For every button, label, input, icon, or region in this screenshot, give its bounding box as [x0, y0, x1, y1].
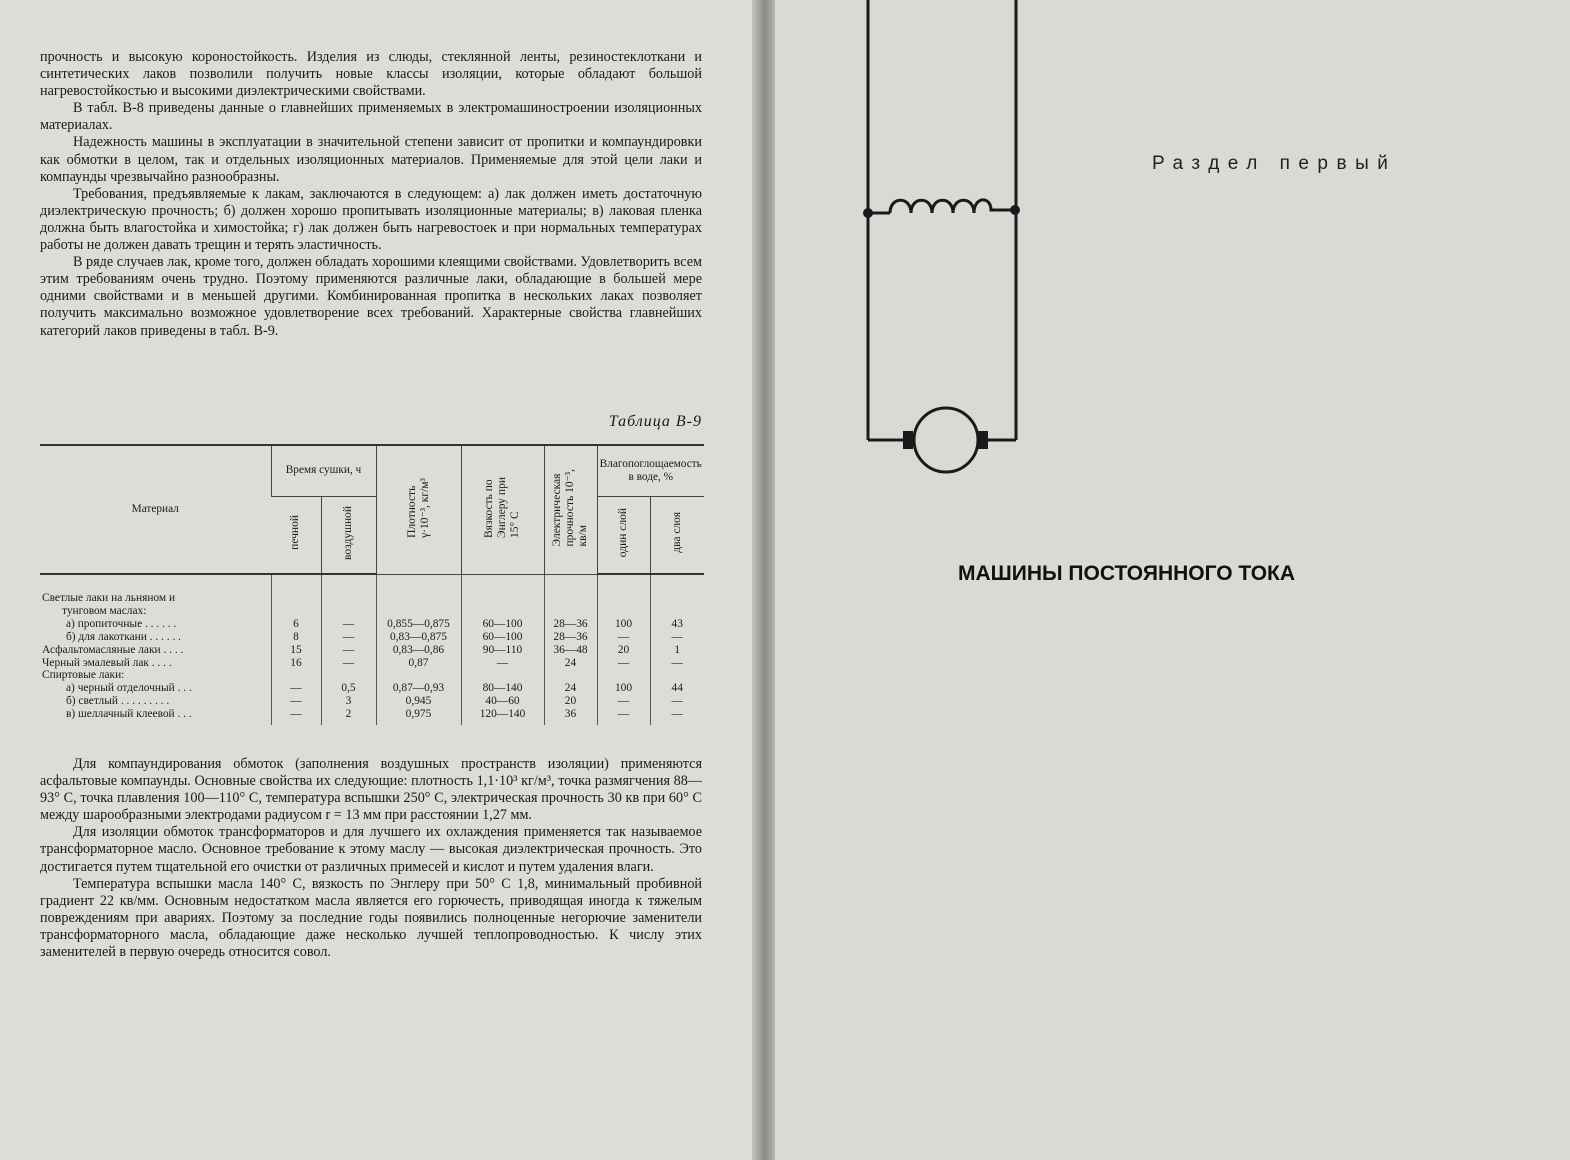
value-cell: 8	[271, 631, 321, 644]
value-cell	[650, 605, 704, 618]
value-cell: 6	[271, 618, 321, 631]
paragraph: Для компаундирования обмоток (заполнения воздушных пространств изоляции) применяются асфальтовые компаунды. Основные свойства их следующие: плотность 1,1·10³ кг/м³, точка размягчения 88—93° С, точка плавления 100—110° С, температура вспышки 250° С, электрическая прочность 30 кв при 60° С между шарообразными электродами радиусом r = 13 мм при расстоянии 1,27 мм.	[40, 756, 702, 824]
table-row	[40, 605, 704, 618]
value-cell: 0,975	[376, 708, 461, 725]
value-cell: —	[650, 657, 704, 670]
table-row	[40, 669, 704, 682]
book-gutter	[752, 0, 775, 1160]
table-row	[40, 618, 704, 631]
material-cell: б) для лакоткани . . . . . .	[66, 630, 182, 643]
value-cell: 60—100	[461, 631, 544, 644]
value-cell: 3	[321, 695, 376, 708]
section-label: Раздел первый	[1152, 153, 1397, 174]
value-cell: —	[461, 657, 544, 670]
value-cell: 15	[271, 644, 321, 657]
material-cell: Асфальтомасляные лаки . . . .	[42, 643, 184, 656]
table-caption: Таблица В-9	[608, 413, 702, 430]
header-air: воздушной	[321, 496, 376, 574]
paragraph: Для изоляции обмоток трансформаторов и для лучшего их охлаждения применяется так называемое трансформаторное масло. Основное требование к этому маслу — высокая диэлектрическая прочность. Это достигается путем тщательной его очистки от различных примесей и кислот и путем удаления влаги.	[40, 824, 702, 875]
value-cell	[650, 669, 704, 682]
value-cell: 36—48	[544, 644, 597, 657]
paragraph: Надежность машины в эксплуатации в значительной степени зависит от пропитки и компаундировки как обмотки в целом, так и отдельных изоляционных материалов. Применяемые для этой цели лаки и компаунды чрезвычайно разнообразны.	[40, 134, 702, 185]
value-cell: —	[321, 618, 376, 631]
paragraph: В табл. В-8 приведены данные о главнейших применяемых в электромашиностроении изоляционных материалах.	[40, 100, 702, 134]
value-cell: 0,87—0,93	[376, 682, 461, 695]
header-drying-time: Время сушки, ч	[271, 445, 376, 496]
table-body	[40, 574, 704, 725]
value-cell	[597, 574, 650, 605]
value-cell	[461, 605, 544, 618]
value-cell: 44	[650, 682, 704, 695]
value-cell: —	[597, 708, 650, 725]
value-cell	[321, 605, 376, 618]
header-material: Материал	[40, 445, 271, 574]
value-cell: —	[650, 708, 704, 725]
value-cell: 20	[597, 644, 650, 657]
table-row	[40, 644, 704, 657]
value-cell: —	[650, 631, 704, 644]
value-cell	[461, 574, 544, 605]
value-cell: 0,855—0,875	[376, 618, 461, 631]
value-cell: 28—36	[544, 618, 597, 631]
table-row	[40, 708, 704, 725]
text-block-bottom	[40, 756, 702, 961]
value-cell: —	[271, 708, 321, 725]
value-cell: 120—140	[461, 708, 544, 725]
value-cell	[597, 669, 650, 682]
value-cell: —	[597, 657, 650, 670]
table-row	[40, 657, 704, 670]
value-cell	[376, 574, 461, 605]
material-cell: а) черный отделочный . . .	[66, 682, 192, 695]
chapter-title: МАШИНЫ ПОСТОЯННОГО ТОКА	[958, 562, 1296, 585]
material-cell: Черный эмалевый лак . . . .	[42, 656, 172, 669]
value-cell: 43	[650, 618, 704, 631]
value-cell: 16	[271, 657, 321, 670]
table-row	[40, 695, 704, 708]
value-cell: 0,83—0,875	[376, 631, 461, 644]
table-row	[40, 631, 704, 644]
value-cell: 28—36	[544, 631, 597, 644]
value-cell	[321, 669, 376, 682]
value-cell: 24	[544, 682, 597, 695]
header-viscosity: Вязкость по Энглеру при 15° С	[461, 445, 544, 574]
paragraph: Температура вспышки масла 140° С, вязкость по Энглеру при 50° С 1,8, минимальный пробивной градиент 22 кв/мм. Основным недостатком масла является его горючесть, приводящая иногда к тяжелым повреждениям при авариях. Поэтому за последние годы появились полноценные негорючие заменители трансформаторного масла, обладающие даже несколько лучшей теплопроводностью. К числу этих заменителей в первую очередь относится совол.	[40, 875, 702, 961]
value-cell	[650, 574, 704, 605]
value-cell: —	[321, 644, 376, 657]
value-cell	[271, 669, 321, 682]
value-cell: 90—110	[461, 644, 544, 657]
value-cell: 100	[597, 682, 650, 695]
material-cell: б) светлый . . . . . . . . .	[66, 695, 170, 708]
material-cell: в) шеллачный клеевой . . .	[66, 708, 192, 721]
value-cell	[597, 605, 650, 618]
value-cell: 36	[544, 708, 597, 725]
value-cell: 24	[544, 657, 597, 670]
value-cell: 0,87	[376, 657, 461, 670]
varnish-properties-table	[40, 444, 704, 725]
value-cell: 0,5	[321, 682, 376, 695]
value-cell: 100	[597, 618, 650, 631]
table-row	[40, 682, 704, 695]
header-one-layer: один слой	[597, 496, 650, 574]
value-cell: —	[597, 695, 650, 708]
left-page	[0, 0, 752, 1160]
value-cell	[544, 574, 597, 605]
value-cell: —	[271, 695, 321, 708]
material-cell: Светлые лаки на льняном и	[42, 592, 176, 604]
value-cell: —	[321, 631, 376, 644]
value-cell	[271, 574, 321, 605]
value-cell: 20	[544, 695, 597, 708]
value-cell: 1	[650, 644, 704, 657]
value-cell: 0,83—0,86	[376, 644, 461, 657]
paragraph: В ряде случаев лак, кроме того, должен обладать хорошими клеящими свойствами. Удовлетворить всем этим требованиям очень трудно. Поэтому применяются различные лаки, обладающие в большей мере одними свойствами и в меньшей другими. Комбинированная пропитка в нескольких лаках позволяет получить максимально возможное удовлетворение всех требований. Характерные свойства главнейших категорий лаков приведены в табл. В-9.	[40, 254, 702, 339]
value-cell: —	[650, 695, 704, 708]
header-water-absorption: Влагопоглощаемость в воде, %	[597, 445, 704, 496]
value-cell: —	[271, 682, 321, 695]
text-block-top	[40, 49, 702, 340]
value-cell	[271, 605, 321, 618]
header-strength: Электрическая прочность 10⁻³, кв/м	[544, 445, 597, 574]
value-cell	[376, 605, 461, 618]
value-cell: 40—60	[461, 695, 544, 708]
table-row	[40, 574, 704, 605]
value-cell	[544, 669, 597, 682]
material-cell: тунговом маслах:	[62, 604, 147, 617]
value-cell	[321, 574, 376, 605]
header-oven: печной	[271, 496, 321, 574]
value-cell	[376, 669, 461, 682]
value-cell	[461, 669, 544, 682]
paragraph: Требования, предъявляемые к лакам, заключаются в следующем: а) лак должен иметь достаточную диэлектрическую прочность; б) должен хорошо пропитывать изоляционные материалы; в) лаковая пленка должна быть влагостойка и химостойка; г) лак должен быть нагревостоек и при нормальных температурах работы не должен давать трещин и терять эластичность.	[40, 185, 702, 254]
value-cell: —	[597, 631, 650, 644]
value-cell: 0,945	[376, 695, 461, 708]
header-density: Плотность γ·10⁻³, кг/м³	[376, 445, 461, 574]
value-cell: 80—140	[461, 682, 544, 695]
value-cell: 60—100	[461, 618, 544, 631]
value-cell: —	[321, 657, 376, 670]
material-cell: Спиртовые лаки:	[42, 669, 125, 682]
dc-machine-circuit-diagram-icon	[855, 0, 1035, 480]
header-two-layers: два слоя	[650, 496, 704, 574]
value-cell	[544, 605, 597, 618]
value-cell: 2	[321, 708, 376, 725]
material-cell: а) пропиточные . . . . . .	[66, 617, 177, 630]
paragraph: прочность и высокую короностойкость. Изделия из слюды, стеклянной ленты, резиностеклоткани и синтетических лаков позволили получить новые классы изоляции, которые обладают большой нагревостойкостью и высокими диэлектрическими свойствами.	[40, 49, 702, 100]
